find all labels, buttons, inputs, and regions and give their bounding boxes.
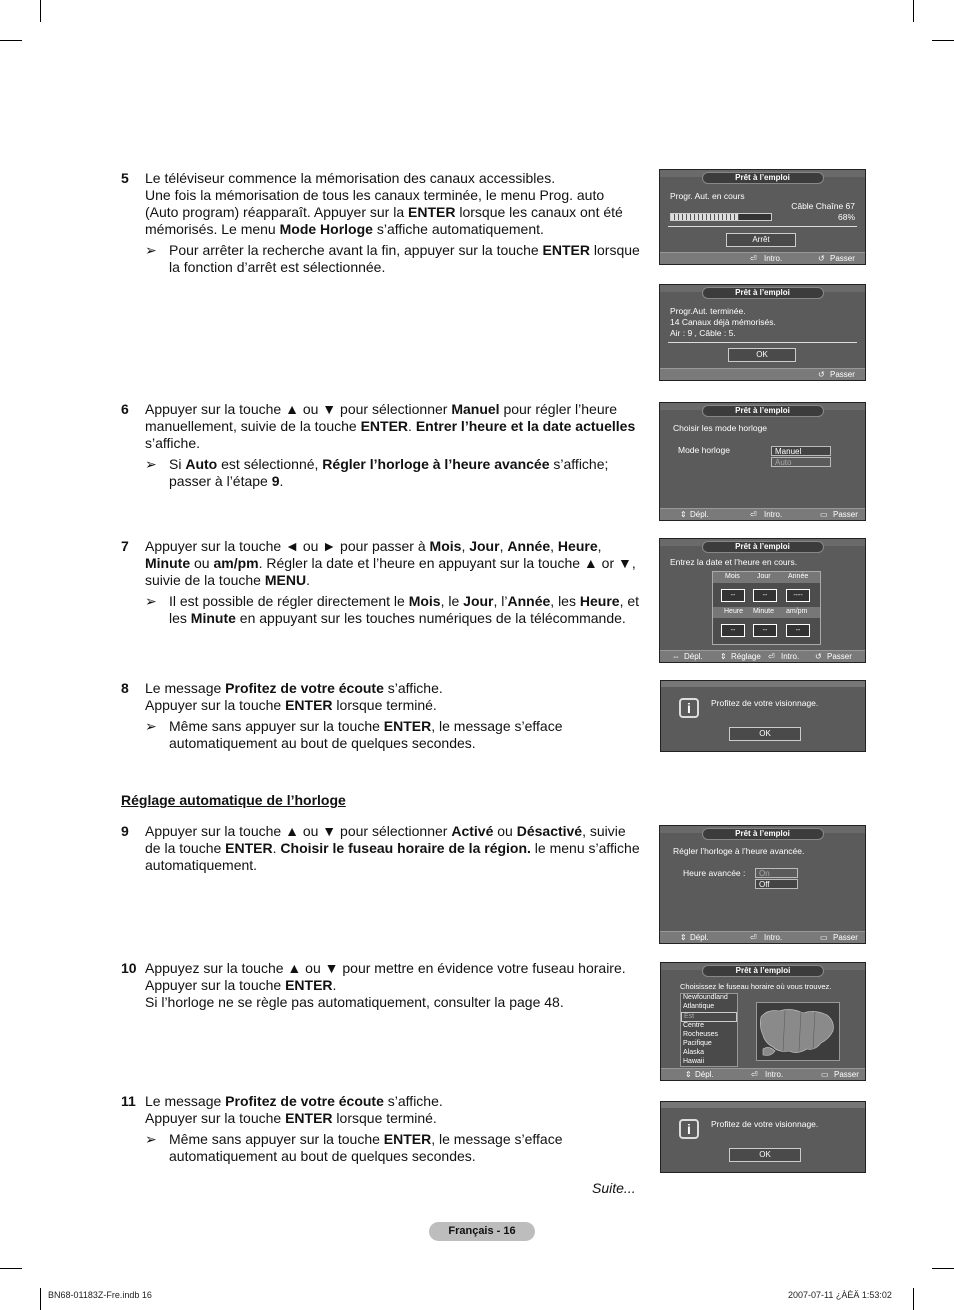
screen-title: Prêt à l’emploi <box>702 405 824 417</box>
leftright-icon: ⇔ <box>672 652 680 661</box>
screen-title: Prêt à l’emploi <box>702 287 824 299</box>
north-america-map-icon <box>757 1003 839 1060</box>
step-text: Le téléviseur commence la mémorisation des canaux accessibles. Une fois la mémorisation de tous les canaux terminée, le menu Prog. auto (Auto program) réapparaît. Appuyer sur la ENTER lorsque les canaux ont été mémorisés. Le menu Mode Horloge s’affiche automatiquement. <box>145 170 623 237</box>
arrow-icon: ➢ <box>145 456 157 472</box>
crop-mark <box>0 40 22 41</box>
minute-header: Minute <box>753 608 775 615</box>
step-text: Appuyer sur la touche ◄ ou ► pour passer à Mois, Jour, Année, Heure, Minute ou am/pm. Régler la date et l’heure en appuyant sur la touche ▲ or ▼, suivie de la touche MENU. <box>145 538 636 588</box>
zone-item[interactable]: Centre <box>683 1022 705 1030</box>
option-on[interactable]: On <box>755 868 798 878</box>
zone-item[interactable]: Hawaii <box>683 1057 705 1065</box>
arrow-icon: ➢ <box>145 242 157 258</box>
enter-icon: ⏎ <box>768 652 775 661</box>
enter-icon: ⏎ <box>750 933 757 942</box>
step-7 <box>121 538 641 627</box>
menu-icon: ▭ <box>820 510 828 519</box>
screen-text: Progr.Aut. terminée. <box>670 306 746 316</box>
day-header: Jour <box>757 573 771 580</box>
zone-item[interactable]: Newfoundland <box>683 994 728 1001</box>
zone-item[interactable]: Alaska <box>683 1048 705 1056</box>
crop-mark <box>913 1288 914 1310</box>
arrow-icon: ➢ <box>145 593 157 609</box>
skip-label: Passer <box>830 370 855 379</box>
note: ➢ Même sans appuyer sur la touche ENTER, le message s’efface automatiquement au bout de quelques secondes. <box>145 718 563 751</box>
updown-icon: ⇕ <box>720 652 727 661</box>
info-icon: i <box>679 698 699 718</box>
hour-field[interactable]: -- <box>721 624 745 637</box>
skip-icon: ↺ <box>818 254 825 263</box>
date-time-panel <box>712 571 821 645</box>
note: ➢ Pour arrêter la recherche avant la fin, appuyer sur la touche ENTER lorsque la fonction d’arrêt est sélectionnée. <box>145 242 640 275</box>
arrow-icon: ➢ <box>145 718 157 734</box>
ampm-header: am/pm <box>786 608 808 615</box>
menu-icon: ▭ <box>821 1070 829 1079</box>
intro-label: Intro. <box>764 933 783 942</box>
screen-title: Prêt à l’emploi <box>702 541 824 553</box>
crop-mark <box>40 0 41 22</box>
step-5 <box>121 170 641 276</box>
step-number: 8 <box>121 680 129 696</box>
enter-icon: ⏎ <box>751 1070 758 1079</box>
skip-label: Passer <box>833 933 858 942</box>
note: ➢ Si Auto est sélectionné, Régler l’horloge à l’heure avancée s’affiche; passer à l’étape 9. <box>145 456 609 489</box>
month-header: Mois <box>725 573 740 580</box>
clock-mode-label: Mode horloge <box>678 445 730 455</box>
tv-screen-auto-program <box>659 169 866 265</box>
step-number: 5 <box>121 170 129 186</box>
zone-item-selected[interactable]: Est <box>681 1012 737 1023</box>
screen-text: 14 Canaux déjà mémorisés. <box>670 317 776 327</box>
step-6 <box>121 401 641 490</box>
step-text: Appuyer sur la touche ▲ ou ▼ pour sélectionner Activé ou Désactivé, suivie de la touche ENTER. Choisir le fuseau horaire de la région. le menu s’affiche automatiquement. <box>145 823 640 873</box>
skip-label: Passer <box>834 1070 859 1079</box>
step-text: Le message Profitez de votre écoute s’affiche. Appuyer sur la touche ENTER lorsque terminé. <box>145 1093 443 1126</box>
ok-button[interactable]: OK <box>729 1148 801 1162</box>
intro-label: Intro. <box>764 254 783 263</box>
crop-mark <box>932 40 954 41</box>
message-text: Profitez de votre visionnage. <box>711 1119 819 1129</box>
enter-icon: ⏎ <box>750 254 757 263</box>
section-title: Réglage automatique de l’horloge <box>121 792 346 808</box>
screen-text: Choisissez le fuseau horaire où vous trouvez. <box>680 982 832 991</box>
tv-screen-enjoy-message <box>660 680 866 752</box>
step-text: Appuyez sur la touche ▲ ou ▼ pour mettre en évidence votre fuseau horaire. Appuyer sur la touche ENTER. Si l’horloge ne se règle pas automatiquement, consulter la page 48. <box>145 960 626 1010</box>
option-auto[interactable]: Auto <box>771 457 831 467</box>
hour-header: Heure <box>724 608 744 615</box>
screen-title: Prêt à l’emploi <box>702 828 824 840</box>
tv-screen-time-zone <box>660 962 866 1081</box>
skip-label: Passer <box>827 652 852 661</box>
skip-icon: ↺ <box>815 652 822 661</box>
screen-text: Régler l’horloge à l’heure avancée. <box>673 846 805 856</box>
skip-label: Passer <box>833 510 858 519</box>
dst-label: Heure avancée : <box>683 868 746 878</box>
message-text: Profitez de votre visionnage. <box>711 698 819 708</box>
year-field[interactable]: ---- <box>786 589 810 602</box>
print-info-left: BN68-01183Z-Fre.indb 16 <box>48 1290 152 1300</box>
updown-icon: ⇕ <box>680 510 687 519</box>
screen-title: Prêt à l’emploi <box>702 172 824 184</box>
time-zone-map <box>756 1002 840 1061</box>
crop-mark <box>40 1288 41 1310</box>
minute-field[interactable]: -- <box>753 624 777 637</box>
page-number-badge: Français - 16 <box>429 1222 535 1241</box>
tv-screen-clock-mode <box>659 402 866 521</box>
step-text: Appuyer sur la touche ▲ ou ▼ pour sélectionner Manuel pour régler l’heure manuellement, suivie de la touche ENTER. Entrer l’heure et la date actuelles s’affiche. <box>145 401 636 451</box>
step-number: 11 <box>121 1093 136 1109</box>
skip-icon: ↺ <box>818 370 825 379</box>
note: ➢ Il est possible de régler directement le Mois, le Jour, l’Année, les Heure, et les Minute en appuyant sur les touches numériques de la télécommande. <box>145 593 640 626</box>
info-icon: i <box>679 1119 699 1139</box>
option-manual[interactable]: Manuel <box>771 446 831 456</box>
step-text: Le message Profitez de votre écoute s’affiche. Appuyer sur la touche ENTER lorsque terminé. <box>145 680 443 713</box>
month-field[interactable]: -- <box>721 589 745 602</box>
time-zone-list <box>680 993 738 1067</box>
intro-label: Intro. <box>781 652 800 661</box>
screen-text: Choisir les mode horloge <box>673 423 768 433</box>
zone-item[interactable]: Rocheuses <box>683 1031 719 1039</box>
skip-label: Passer <box>830 254 855 263</box>
year-header: Année <box>788 573 809 580</box>
tv-screen-date-time <box>659 538 866 663</box>
progress-fill <box>671 214 739 220</box>
tv-screen-dst <box>659 825 866 944</box>
screen-title: Prêt à l’emploi <box>702 965 824 977</box>
intro-label: Intro. <box>765 1070 784 1079</box>
step-8 <box>121 680 641 752</box>
zone-item[interactable]: Pacifique <box>683 1039 712 1047</box>
menu-icon: ▭ <box>820 933 828 942</box>
print-info-right: 2007-07-11 ¿ÀÈÄ 1:53:02 <box>788 1290 892 1300</box>
crop-mark <box>0 1268 22 1269</box>
step-number: 10 <box>121 960 137 976</box>
screen-text: Entrez la date et l’heure en cours. <box>670 557 798 567</box>
move-label: Dépl. <box>695 1070 714 1079</box>
percent-readout: 68% <box>837 212 855 222</box>
ok-button[interactable]: OK <box>728 348 796 362</box>
zone-item[interactable]: Atlantique <box>683 1002 715 1010</box>
day-field[interactable]: -- <box>753 589 777 602</box>
step-10 <box>121 960 641 1011</box>
screen-text: Air : 9 , Câble : 5. <box>670 328 736 338</box>
step-11 <box>121 1093 641 1165</box>
arrow-icon: ➢ <box>145 1131 157 1147</box>
move-label: Dépl. <box>684 652 703 661</box>
step-number: 7 <box>121 538 129 554</box>
note: ➢ Même sans appuyer sur la touche ENTER, le message s’efface automatiquement au bout de quelques secondes. <box>145 1131 563 1164</box>
enter-icon: ⏎ <box>750 510 757 519</box>
updown-icon: ⇕ <box>685 1070 692 1079</box>
ampm-field[interactable]: -- <box>786 624 810 637</box>
crop-mark <box>913 0 914 22</box>
stop-button[interactable]: Arrêt <box>726 233 796 247</box>
updown-icon: ⇕ <box>680 933 687 942</box>
screen-text: Progr. Aut. en cours <box>670 191 745 201</box>
intro-label: Intro. <box>764 510 783 519</box>
move-label: Dépl. <box>690 933 709 942</box>
suite-label: Suite... <box>592 1180 636 1196</box>
ok-button[interactable]: OK <box>729 727 801 741</box>
step-number: 9 <box>121 823 129 839</box>
tv-screen-auto-program-done <box>659 284 866 381</box>
tv-screen-enjoy-message <box>660 1101 866 1173</box>
move-label: Dépl. <box>690 510 709 519</box>
step-9 <box>121 823 641 874</box>
channel-readout: Câble Chaîne 67 <box>791 201 855 211</box>
adjust-label: Réglage <box>731 652 761 661</box>
progress-bar <box>670 213 772 221</box>
option-off[interactable]: Off <box>755 879 798 889</box>
crop-mark <box>932 1268 954 1269</box>
step-number: 6 <box>121 401 129 417</box>
